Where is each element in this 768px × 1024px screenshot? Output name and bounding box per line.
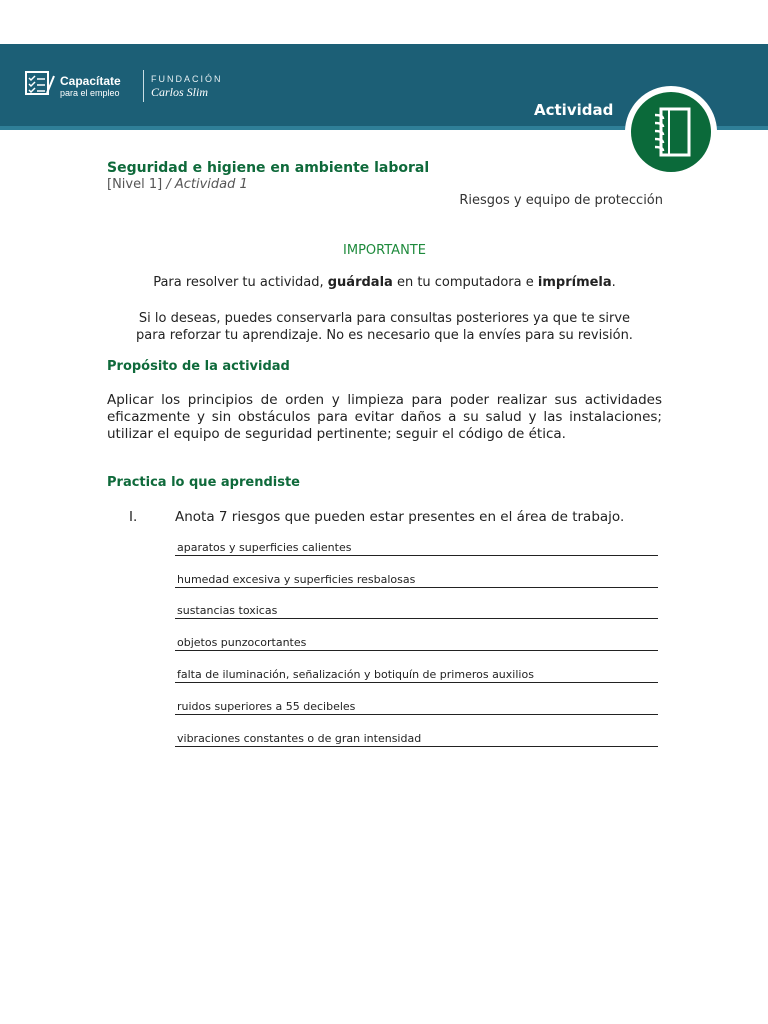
answer-line[interactable]: sustancias toxicas bbox=[175, 602, 658, 634]
answer-list bbox=[175, 538, 658, 761]
purpose-text: Aplicar los principios de orden y limpieza para poder realizar sus actividades eficazmente y sin obstáculos para evitar daños a su salud y las instalaciones; utilizar el equipo de seguridad pertinente; seguir el código de ética. bbox=[107, 392, 662, 442]
answer-line[interactable]: humedad excesiva y superficies resbalosas bbox=[175, 570, 658, 602]
answer-line[interactable]: vibraciones constantes o de gran intensidad bbox=[175, 729, 658, 761]
answer-line[interactable]: ruidos superiores a 55 decibeles bbox=[175, 697, 658, 729]
foundation-signature: Carlos Slim bbox=[151, 85, 209, 99]
answer-line[interactable]: objetos punzocortantes bbox=[175, 633, 658, 665]
answer-line[interactable]: aparatos y superficies calientes bbox=[175, 538, 658, 570]
question-number: I. bbox=[129, 509, 138, 525]
level-label bbox=[107, 177, 248, 192]
foundation-label: FUNDACIÓN bbox=[151, 74, 223, 84]
checklist-logo-icon bbox=[25, 71, 55, 95]
activity-badge bbox=[625, 86, 717, 178]
document-title: Seguridad e higiene en ambiente laboral bbox=[107, 160, 430, 176]
instruction-text: Para resolver tu actividad, guárdala en tu computadora e imprímela. bbox=[153, 275, 616, 290]
purpose-heading: Propósito de la actividad bbox=[107, 359, 290, 374]
notebook-icon bbox=[649, 106, 693, 158]
activity-tag: Actividad bbox=[534, 101, 614, 119]
logo-divider bbox=[143, 70, 144, 102]
question-text: Anota 7 riesgos que pueden estar presentes en el área de trabajo. bbox=[175, 509, 625, 525]
note-text: Si lo deseas, puedes conservarla para consultas posteriores ya que te sirve para reforzar tu aprendizaje. No es necesario que la envíes para su revisión. bbox=[136, 311, 633, 343]
practice-heading: Practica lo que aprendiste bbox=[107, 475, 301, 490]
activity-number: / Actividad 1 bbox=[162, 177, 248, 192]
logo-main-text: Capacítate bbox=[60, 74, 121, 88]
document-subtitle: Riesgos y equipo de protección bbox=[459, 193, 663, 208]
answer-line[interactable]: falta de iluminación, señalización y botiquín de primeros auxilios bbox=[175, 665, 658, 697]
level-text: [Nivel 1] bbox=[107, 177, 163, 192]
logo-sub-text: para el empleo bbox=[60, 88, 120, 98]
important-label: IMPORTANTE bbox=[343, 243, 426, 258]
